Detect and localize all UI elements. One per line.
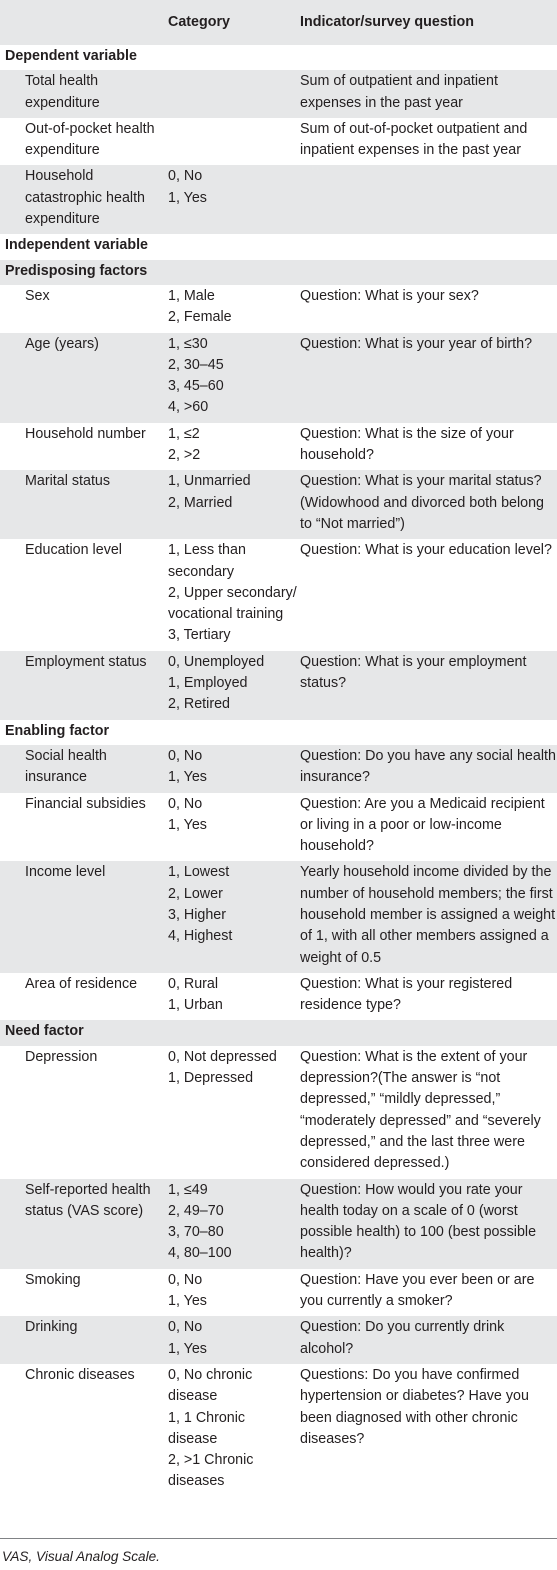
category-value: 0, No chronic disease (168, 1366, 253, 1405)
table-row (0, 470, 557, 539)
indicator-text: Question: What is your registered residence type? (300, 975, 513, 1014)
indicator-text: Yearly household income divided by the number of household members; the first household member is assigned a weight of 1, with all other members assigned a weight of 0.5 (298, 861, 557, 972)
variable-name: Sex (25, 287, 50, 304)
category-cell (162, 70, 298, 118)
table-row (0, 973, 557, 1021)
section-title: Independent variable (5, 237, 149, 254)
category-cell (162, 1364, 298, 1497)
category-value: 1, Employed (168, 675, 248, 692)
variable-name: Household number (25, 425, 146, 442)
category-value: 0, No (168, 747, 203, 764)
category-value: 2, Upper secondary/ vocational training (168, 584, 297, 623)
table-bottom-rule (0, 1538, 557, 1539)
indicator-text: Questions: Do you have confirmed hypertension or diabetes? Have you been diagnosed with other chronic diseases? (300, 1366, 529, 1447)
category-value: 1, ≤49 (168, 1181, 208, 1198)
table-header (0, 0, 557, 45)
variable-name: Social health insurance (0, 745, 162, 793)
category-value: 1, ≤2 (168, 425, 200, 442)
header-variable (0, 0, 162, 45)
section-row (0, 45, 557, 70)
variable-name: Smoking (25, 1271, 81, 1288)
table-row (0, 651, 557, 720)
variable-name: Drinking (0, 1316, 162, 1364)
category-value: 2, Lower (168, 885, 223, 902)
category-value: 2, Married (168, 494, 233, 511)
variable-name: Financial subsidies (25, 795, 146, 812)
category-value: 1, Urban (168, 997, 223, 1014)
table-row (0, 1269, 557, 1317)
variable-name: Chronic diseases (25, 1366, 135, 1383)
table-row (0, 793, 557, 862)
variable-name: Age (years) (0, 333, 162, 423)
table-row (0, 285, 557, 333)
category-value: 2, >2 (168, 447, 201, 464)
indicator-text: Sum of outpatient and inpatient expenses in the past year (298, 70, 557, 118)
category-value: 0, No (168, 1271, 203, 1288)
variable-name: Total health expenditure (0, 70, 162, 118)
table-body (0, 45, 557, 1497)
table-row (0, 1179, 557, 1269)
category-value: 4, Highest (168, 928, 233, 945)
variable-name: Out-of-pocket health expenditure (25, 120, 155, 159)
category-cell (162, 539, 298, 650)
category-value: 0, Rural (168, 975, 219, 992)
section-row (0, 1020, 557, 1045)
category-cell (162, 423, 298, 471)
header-indicator: Indicator/survey question (298, 0, 557, 45)
category-value: 1, Unmarried (168, 473, 251, 490)
category-value: 1, Depressed (168, 1070, 254, 1087)
section-title: Predisposing factors (0, 260, 557, 285)
section-row (0, 720, 557, 745)
category-value: 0, No (168, 795, 203, 812)
category-cell (162, 285, 298, 333)
variable-name: Self-reported health status (VAS score) (0, 1179, 162, 1269)
category-value: 1, Lowest (168, 864, 230, 881)
category-value: 1, Less than secondary (168, 542, 246, 580)
category-cell (162, 973, 298, 1021)
category-cell (162, 470, 298, 539)
section-row (0, 260, 557, 285)
category-cell (162, 793, 298, 862)
category-value: 2, >1 Chronic diseases (168, 1452, 254, 1490)
table-row (0, 423, 557, 471)
category-value: 0, No (168, 168, 203, 185)
category-value: 0, Not depressed (168, 1048, 277, 1065)
category-value: 2, Retired (168, 696, 230, 713)
section-title: Enabling factor (5, 722, 110, 739)
section-title: Need factor (0, 1020, 557, 1045)
category-value: 1, Yes (168, 1340, 207, 1357)
variable-name: Area of residence (25, 975, 138, 992)
table-row (0, 1364, 557, 1497)
indicator-text: Question: What is your employment status? (298, 651, 557, 720)
table-row (0, 1046, 557, 1179)
category-value: 1, Yes (168, 816, 207, 833)
table-row (0, 118, 557, 166)
category-value: 1, ≤30 (168, 335, 208, 352)
category-value: 0, Unemployed (168, 653, 265, 670)
category-value: 3, Higher (168, 906, 227, 923)
variable-name: Household catastrophic health expenditure (0, 165, 162, 234)
table-row (0, 1316, 557, 1364)
category-cell (162, 165, 298, 234)
table-footnote: VAS, Visual Analog Scale. (2, 1549, 160, 1564)
table-row (0, 861, 557, 972)
category-value: 2, Female (168, 309, 232, 326)
indicator-text: Sum of out-of-pocket outpatient and inpatient expenses in the past year (300, 120, 528, 159)
category-cell (162, 1046, 298, 1179)
category-value: 1, Male (168, 287, 215, 304)
header-category: Category (162, 0, 298, 45)
category-cell (162, 1179, 298, 1269)
table-row (0, 70, 557, 118)
indicator-text: Question: What is your sex? (300, 287, 479, 304)
indicator-text (298, 165, 557, 234)
variable-name: Education level (25, 542, 122, 559)
category-cell (162, 1316, 298, 1364)
table-row (0, 539, 557, 650)
table-row (0, 165, 557, 234)
category-cell (162, 745, 298, 793)
category-value: 1, Yes (168, 769, 207, 786)
category-value: 0, No (168, 1319, 203, 1336)
variable-name: Depression (25, 1048, 98, 1065)
category-cell (162, 118, 298, 166)
category-value: 3, Tertiary (168, 627, 231, 644)
section-title: Dependent variable (5, 48, 137, 64)
indicator-text: Question: What is the extent of your depression?(The answer is “not depressed,” “mildly depressed,” “moderately depressed” and “severely depressed,” and the last three were considered depressed.) (300, 1048, 541, 1172)
section-row (0, 234, 557, 259)
indicator-text: Question: What is your year of birth? (298, 333, 557, 423)
table-row (0, 333, 557, 423)
category-cell (162, 651, 298, 720)
variable-name: Employment status (0, 651, 162, 720)
indicator-text: Question: What is your education level? (300, 542, 552, 559)
category-value: 1, Yes (168, 1293, 207, 1310)
category-value: 1, Yes (168, 189, 207, 206)
category-value: 2, 49–70 (168, 1202, 224, 1219)
variable-name: Marital status (0, 470, 162, 539)
indicator-text: Question: Do you have any social health insurance? (298, 745, 557, 793)
indicator-text: Question: What is the size of your household? (300, 425, 514, 464)
indicator-text: Question: What is your marital status? (Widowhood and divorced both belong to “Not married”) (298, 470, 557, 539)
indicator-text: Question: Are you a Medicaid recipient or living in a poor or low-income household? (300, 795, 545, 855)
category-cell (162, 1269, 298, 1317)
indicator-text: Question: How would you rate your health today on a scale of 0 (worst possible health) to 100 (best possible health)? (298, 1179, 557, 1269)
category-value: 4, >60 (168, 399, 209, 416)
variable-name: Income level (0, 861, 162, 972)
category-cell (162, 861, 298, 972)
category-value: 3, 45–60 (168, 378, 224, 395)
table-row (0, 745, 557, 793)
category-value: 2, 30–45 (168, 356, 224, 373)
category-value: 4, 80–100 (168, 1245, 232, 1262)
indicator-text: Question: Do you currently drink alcohol? (298, 1316, 557, 1364)
category-value: 3, 70–80 (168, 1224, 224, 1241)
category-value: 1, 1 Chronic disease (168, 1409, 246, 1447)
indicator-text: Question: Have you ever been or are you currently a smoker? (300, 1271, 535, 1310)
category-cell (162, 333, 298, 423)
